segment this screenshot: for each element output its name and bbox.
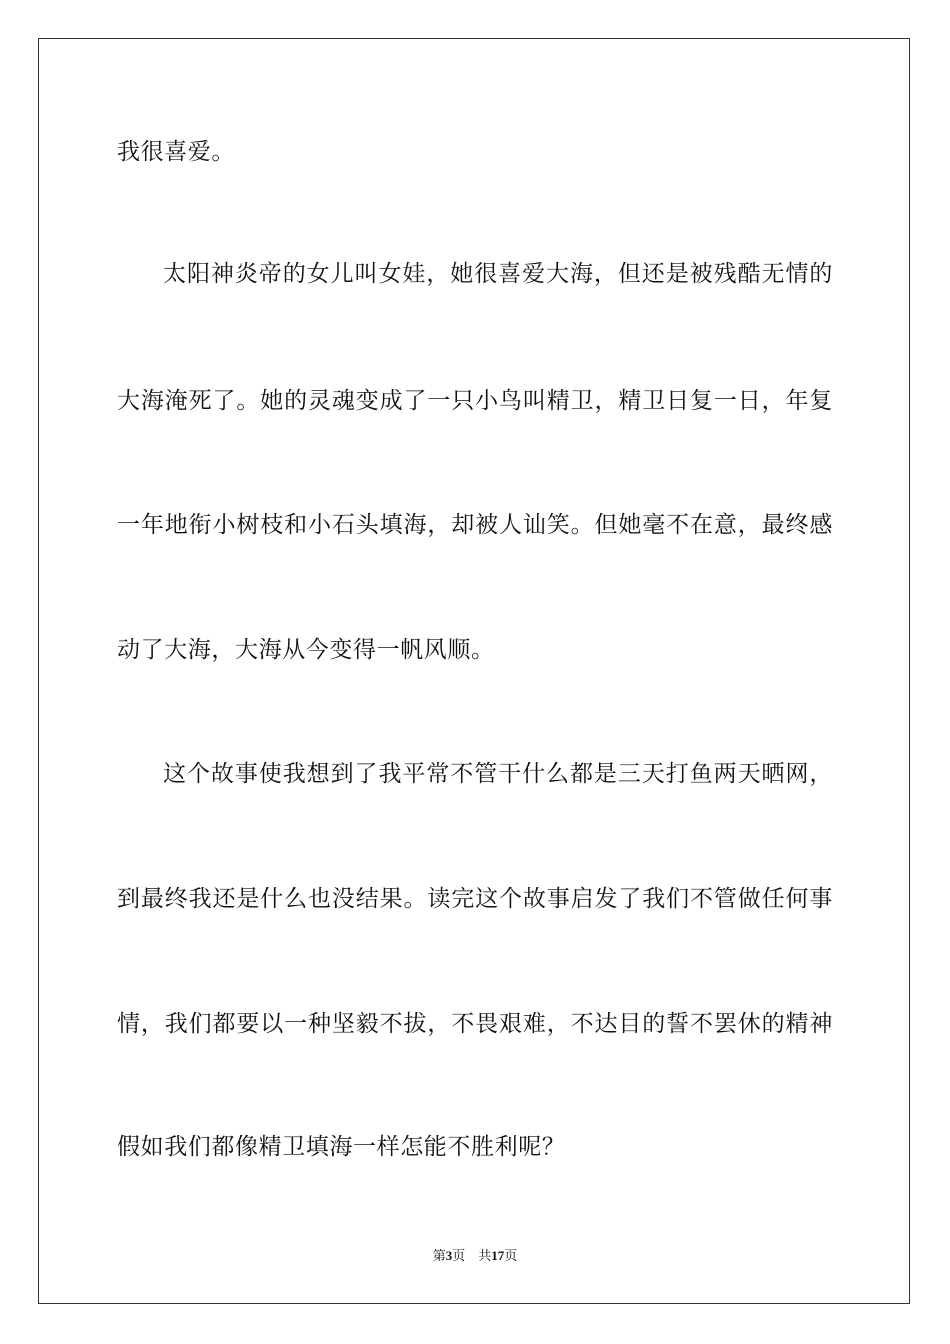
page-suffix: 页 — [452, 1248, 466, 1263]
text-line-1: 我很喜爱。 — [117, 139, 235, 165]
text-line-7: 到最终我还是什么也没结果。读完这个故事启发了我们不管做任何事 — [117, 886, 833, 912]
text-line-2: 太阳神炎帝的女儿叫女娃，她很喜爱大海，但还是被残酷无情的 — [163, 261, 833, 287]
page-number: 3 — [445, 1248, 453, 1263]
text-line-8: 情，我们都要以一种坚毅不拔，不畏艰难，不达目的誓不罢休的精神 — [117, 1011, 833, 1037]
text-line-5: 动了大海，大海从今变得一帆风顺。 — [117, 637, 495, 663]
page-footer — [0, 1247, 950, 1265]
text-line-3: 大海淹死了。她的灵魂变成了一只小鸟叫精卫，精卫日复一日，年复 — [117, 388, 833, 414]
text-line-6: 这个故事使我想到了我平常不管干什么都是三天打鱼两天晒网， — [163, 761, 833, 787]
text-line-9: 假如我们都像精卫填海一样怎能不胜利呢？ — [117, 1134, 566, 1160]
page-border — [38, 38, 910, 1304]
total-prefix: 共 — [478, 1248, 492, 1263]
total-pages: 17 — [491, 1248, 505, 1263]
page-prefix: 第 — [432, 1248, 446, 1263]
text-line-4: 一年地衔小树枝和小石头填海，却被人讪笑。但她毫不在意，最终感 — [117, 512, 833, 538]
total-suffix: 页 — [504, 1248, 518, 1263]
